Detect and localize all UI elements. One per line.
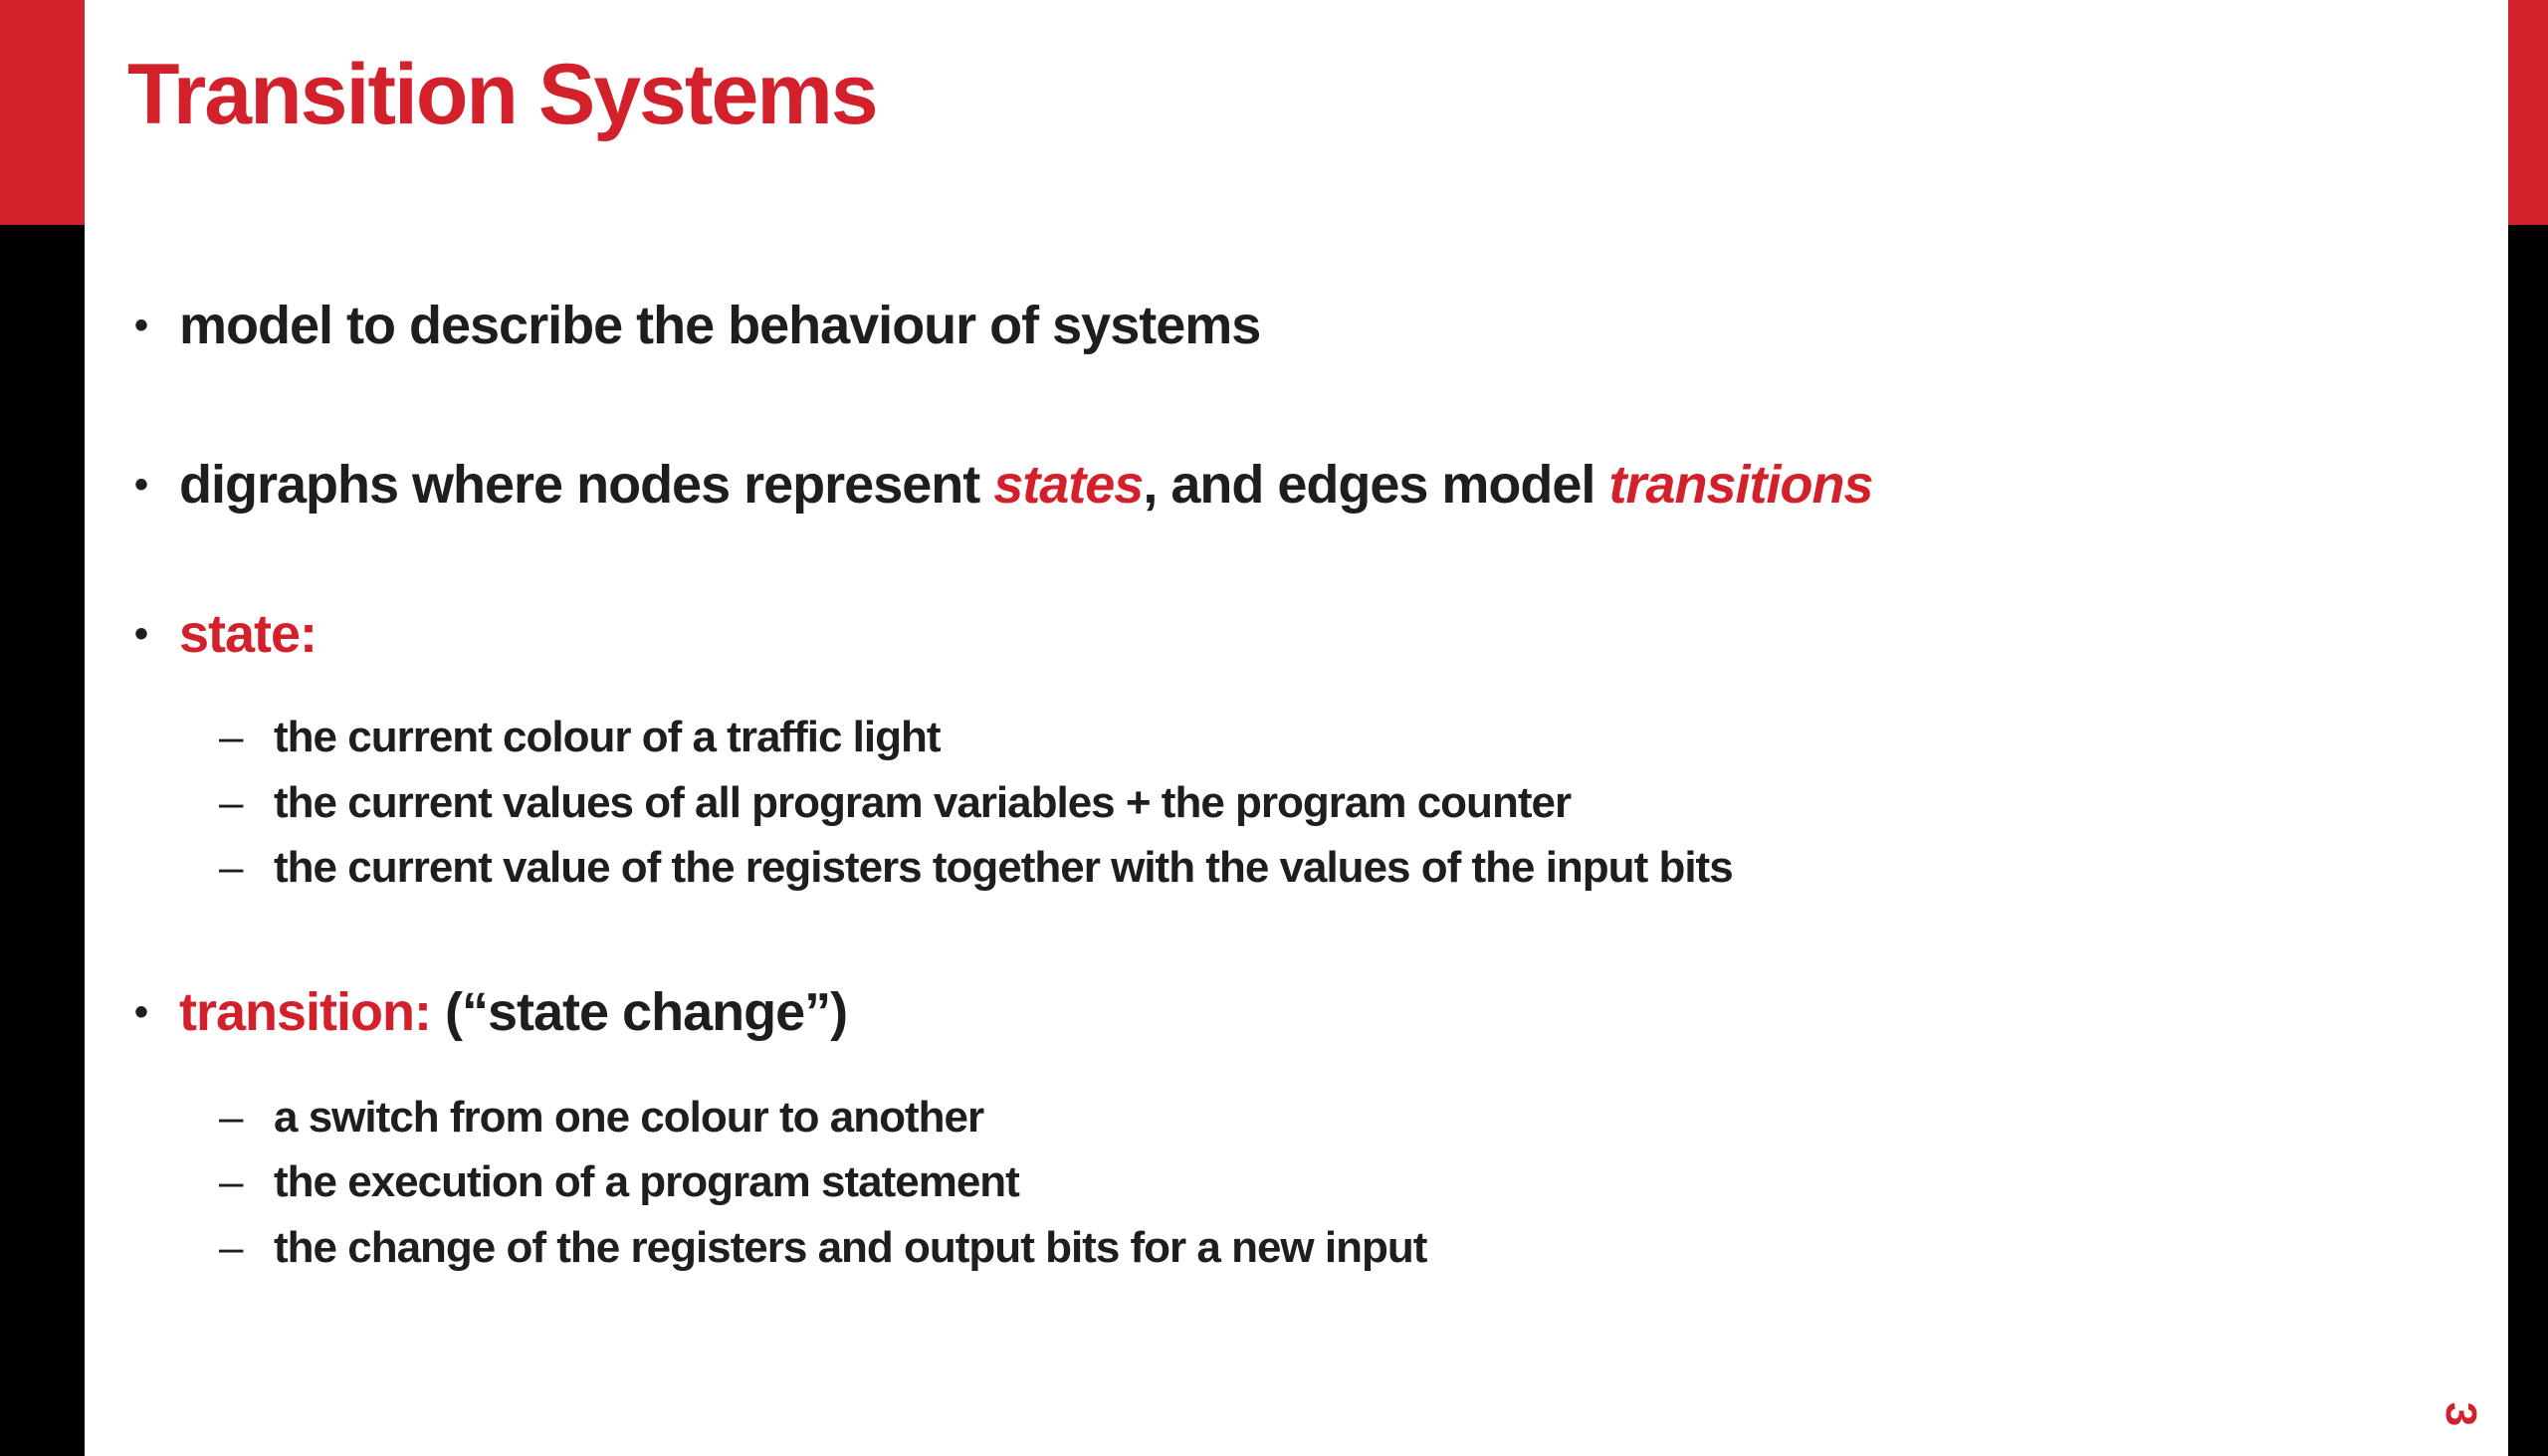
dash-icon: – [219, 1093, 243, 1142]
dash-icon: – [219, 1223, 243, 1272]
state-item [219, 713, 941, 763]
sub-item-text: the change of the registers and output bits for a new input [274, 1223, 1427, 1272]
sub-item-text: a switch from one colour to another [274, 1093, 984, 1142]
bullet-digraphs [134, 454, 1873, 516]
transition-label: transition: [179, 982, 431, 1042]
sub-item-text: the current values of all program variables + the program counter [274, 778, 1572, 827]
bullet-state [134, 603, 318, 665]
bullet-dot-icon: • [134, 304, 148, 347]
state-label: state: [179, 604, 318, 664]
bullet-dot-icon: • [134, 463, 148, 507]
bullet-text-part1: digraphs where nodes represent [179, 455, 994, 515]
sub-item-text: the current colour of a traffic light [274, 713, 941, 761]
dash-icon: – [219, 713, 243, 761]
bullet-dot-icon: • [134, 612, 148, 656]
left-accent-bar [0, 0, 85, 225]
bullet-model [134, 295, 1261, 356]
term-states: states [993, 455, 1144, 515]
sub-item-text: the execution of a program statement [274, 1157, 1019, 1206]
dash-icon: – [219, 778, 243, 827]
state-item [219, 778, 1572, 829]
sub-item-text: the current value of the registers together with the values of the input bits [274, 843, 1733, 892]
bullet-text-part2: , and edges model [1143, 455, 1609, 515]
state-item [219, 843, 1733, 894]
transition-rest: (“state change”) [431, 982, 848, 1042]
right-accent-bar [2508, 0, 2548, 225]
bullet-dot-icon: • [134, 990, 148, 1034]
transition-item [219, 1093, 984, 1144]
page-number: 3 [2437, 1401, 2486, 1427]
dash-icon: – [219, 843, 243, 892]
bullet-transition [134, 981, 848, 1043]
term-transitions: transitions [1608, 455, 1873, 515]
bullet-text: model to describe the behaviour of systems [179, 296, 1261, 355]
transition-item [219, 1223, 1427, 1274]
slide [85, 0, 2508, 1456]
transition-item [219, 1157, 1019, 1208]
dash-icon: – [219, 1157, 243, 1206]
slide-title: Transition Systems [127, 47, 877, 142]
